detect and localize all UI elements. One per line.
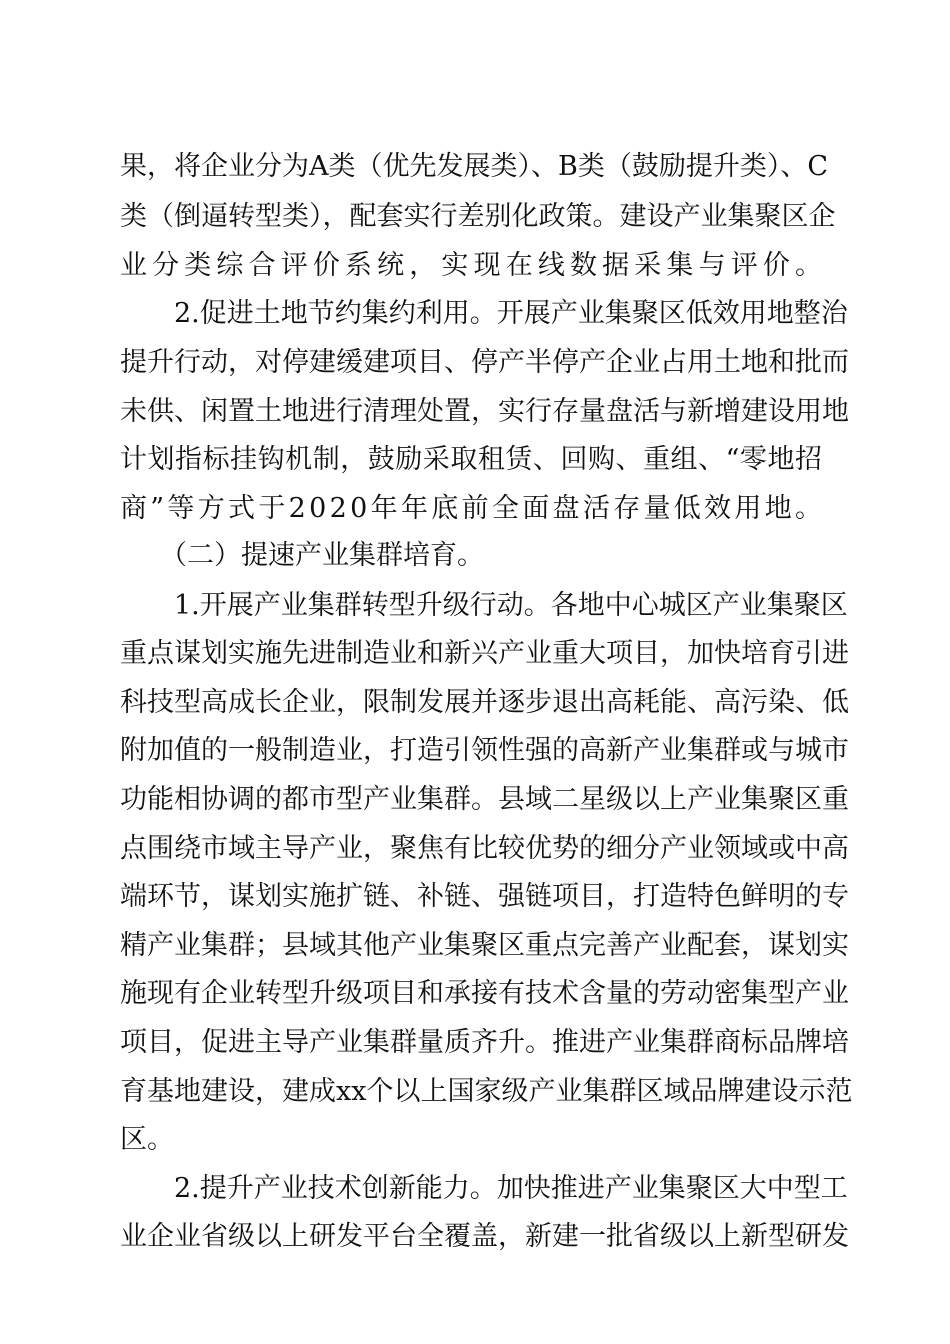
text-line-19 xyxy=(0,1023,950,1063)
text-line-20 xyxy=(0,1072,950,1112)
line-text: 点围绕市域主导产业，聚焦有比较优势的细分产业领域或中高 xyxy=(120,833,849,864)
line-text: 精产业集群；县域其他产业集聚区重点完善产业配套，谋划实 xyxy=(120,930,849,961)
line-text: 计划指标挂钩机制，鼓励采取租赁、回购、重组、“零地招 xyxy=(120,444,823,475)
text-line-12 xyxy=(0,683,950,723)
line-text: 业企业省级以上研发平台全覆盖，新建一批省级以上新型研发 xyxy=(120,1221,849,1252)
line-text: 施现有企业转型升级项目和承接有技术含量的劳动密集型产业 xyxy=(120,978,849,1009)
text-line-10 xyxy=(0,586,950,626)
text-line-15 xyxy=(0,829,950,869)
line-text: 科技型高成长企业，限制发展并逐步退出高耗能、高污染、低 xyxy=(120,687,849,718)
section-heading xyxy=(0,536,950,576)
line-text: 重点谋划实施先进制造业和新兴产业重大项目，加快培育引进 xyxy=(120,638,849,669)
text-line-14 xyxy=(0,780,950,820)
line-text: 2.提升产业技术创新能力。加快推进产业集聚区大中型工 xyxy=(174,1173,848,1204)
line-text: 未供、闲置土地进行清理处置，实行存量盘活与新增建设用地 xyxy=(120,396,849,427)
line-text: 育基地建设，建成xx个以上国家级产业集群区域品牌建设示范 xyxy=(120,1076,853,1107)
line-text: 端环节，谋划实施扩链、补链、强链项目，打造特色鲜明的专 xyxy=(120,881,849,912)
line-text: 业分类综合评价系统，实现在线数据采集与评价。 xyxy=(120,250,828,281)
line-text: 2.促进土地节约集约利用。开展产业集聚区低效用地整治 xyxy=(174,298,848,329)
line-text: 商”等方式于2020年年底前全面盘活存量低效用地。 xyxy=(120,493,826,524)
line-text: 提升行动，对停建缓建项目、停产半停产企业占用土地和批而 xyxy=(120,347,849,378)
text-line-17 xyxy=(0,926,950,966)
text-line-6 xyxy=(0,392,950,432)
text-line-21 xyxy=(0,1120,950,1160)
line-text: 区。 xyxy=(120,1124,174,1155)
text-line-18 xyxy=(0,974,950,1014)
text-line-4 xyxy=(0,294,950,334)
text-line-16 xyxy=(0,877,950,917)
line-text: 附加值的一般制造业，打造引领性强的高新产业集群或与城市 xyxy=(120,735,849,766)
line-text: （二）提速产业集群培育。 xyxy=(160,540,484,571)
text-line-13 xyxy=(0,731,950,771)
text-line-22 xyxy=(0,1169,950,1209)
line-text: 项目，促进主导产业集群量质齐升。推进产业集群商标品牌培 xyxy=(120,1027,849,1058)
text-line-7 xyxy=(0,440,950,480)
text-line-1 xyxy=(0,147,950,187)
text-line-11 xyxy=(0,634,950,674)
text-line-2 xyxy=(0,197,950,237)
line-text: 类（倒逼转型类），配套实行差别化政策。建设产业集聚区企 xyxy=(120,201,836,232)
text-line-8 xyxy=(0,489,950,529)
line-text: 果，将企业分为A类（优先发展类）、B类（鼓励提升类）、C xyxy=(120,151,828,182)
text-line-3 xyxy=(0,246,950,286)
line-text: 功能相协调的都市型产业集群。县域二星级以上产业集聚区重 xyxy=(120,784,849,815)
line-text: 1.开展产业集群转型升级行动。各地中心城区产业集聚区 xyxy=(174,590,848,621)
text-line-23 xyxy=(0,1217,950,1257)
text-line-5 xyxy=(0,343,950,383)
